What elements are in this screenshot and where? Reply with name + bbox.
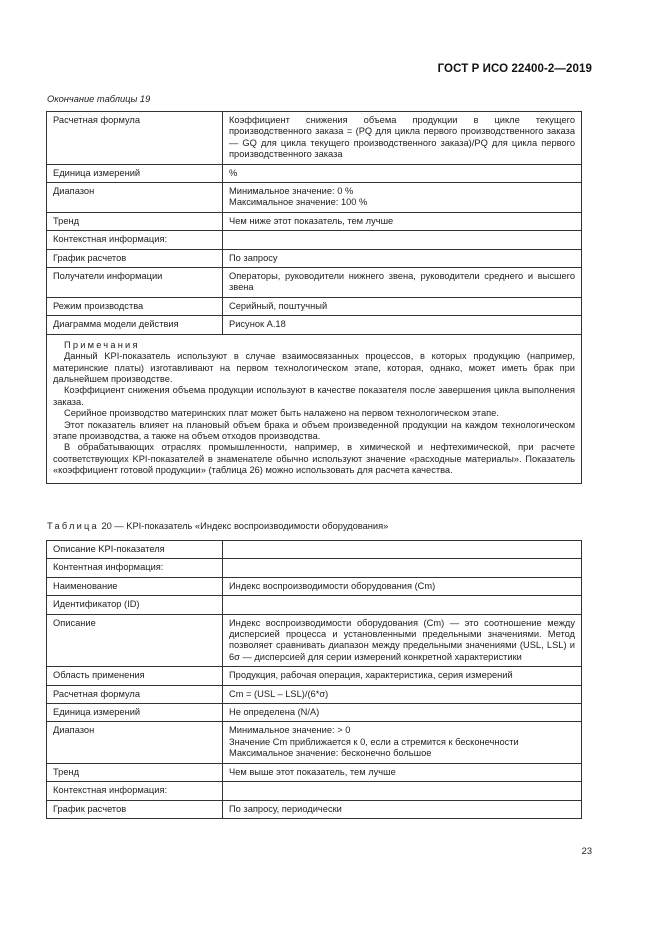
row-label: Единица измерений <box>47 164 223 182</box>
table-row <box>47 249 582 267</box>
note-paragraph: Данный KPI-показатель используют в случае взаимосвязанных процессов, в которых продукцию (например, материнские платы) изготавливают на первом технологическом этапе, которая, однако, может иметь брак при дальнейшем производстве. <box>53 351 575 384</box>
table-19-notes-row <box>47 334 582 483</box>
table-row <box>47 685 582 703</box>
page-number: 23 <box>581 846 592 856</box>
row-value: Минимальное значение: 0 % Максимальное значение: 100 % <box>223 183 582 213</box>
row-label: Область применения <box>47 667 223 685</box>
row-value: По запросу <box>223 249 582 267</box>
table-row <box>47 800 582 818</box>
table-row <box>47 782 582 800</box>
table-row <box>47 667 582 685</box>
row-label: Описание <box>47 614 223 667</box>
table-row <box>47 763 582 781</box>
notes-title: Примечания <box>64 339 140 350</box>
note-paragraph: Коэффициент снижения объема продукции используют в качестве показателя после завершения цикла выполнения заказа. <box>53 385 575 407</box>
table-row <box>47 268 582 298</box>
row-label: Контекстная информация: <box>47 231 223 249</box>
row-label: Наименование <box>47 577 223 595</box>
table-20 <box>46 540 582 819</box>
table-row <box>47 704 582 722</box>
row-label: Тренд <box>47 212 223 230</box>
row-value: Операторы, руководители нижнего звена, руководители среднего и высшего звена <box>223 268 582 298</box>
row-label: Контекстная информация: <box>47 782 223 800</box>
table-row <box>47 112 582 165</box>
table-row <box>47 231 582 249</box>
note-paragraph: Серийное производство материнских плат может быть налажено на первом технологическом этапе. <box>64 408 499 419</box>
row-value: Чем выше этот показатель, тем лучше <box>223 763 582 781</box>
row-label: Расчетная формула <box>47 112 223 165</box>
row-value <box>223 596 582 614</box>
row-value: Коэффициент снижения объема продукции в цикле текущего производственного заказа = (PQ для цикла первого производственного заказа — GQ для цикла текущего производственного заказа)/PQ для цикла первого производственного заказа <box>223 112 582 165</box>
row-label: Описание KPI-показателя <box>47 541 223 559</box>
row-label: Тренд <box>47 763 223 781</box>
table-row <box>47 614 582 667</box>
table-row <box>47 297 582 315</box>
row-value <box>223 231 582 249</box>
row-label: Диапазон <box>47 183 223 213</box>
row-value: Рисунок А.18 <box>223 316 582 334</box>
row-label: Контентная информация: <box>47 559 223 577</box>
table-row <box>47 722 582 763</box>
table-19-body <box>47 112 582 335</box>
table-20-caption <box>47 521 388 532</box>
note-paragraph: В обрабатывающих отраслях промышленности, например, в химической и нефтехимической, при расчете соответствующих KPI-показателей в знаменателе обычно используют значение «расходные материалы». Показатель «коэффициент готовой продукции» (таблица 26) можно использовать для расчета качества. <box>53 442 575 476</box>
table-20-caption-word: Таблица <box>47 521 99 531</box>
row-value <box>223 559 582 577</box>
notes-body <box>53 351 575 476</box>
row-value: Не определена (N/A) <box>223 704 582 722</box>
row-value: По запросу, периодически <box>223 800 582 818</box>
row-label: Расчетная формула <box>47 685 223 703</box>
table-row <box>47 541 582 559</box>
row-value: Продукция, рабочая операция, характеристика, серия измерений <box>223 667 582 685</box>
table-19-notes <box>47 334 582 483</box>
table-20-caption-text: 20 — KPI-показатель «Индекс воспроизводимости оборудования» <box>98 521 389 531</box>
table-row <box>47 212 582 230</box>
table-19 <box>46 111 582 484</box>
row-value: % <box>223 164 582 182</box>
row-value <box>223 782 582 800</box>
row-value: Индекс воспроизводимости оборудования (Cm) — это соотношение между дисперсией процесса и установленными предельными значениями. Метод позволяет сравнивать диапазон между предельными значениями (USL, LSL) и 6σ — дисперсией для серии измерений конкретной характеристики <box>223 614 582 667</box>
row-label: Получатели информации <box>47 268 223 298</box>
row-value: Cm = (USL – LSL)/(6*σ) <box>223 685 582 703</box>
row-value: Серийный, поштучный <box>223 297 582 315</box>
row-label: Идентификатор (ID) <box>47 596 223 614</box>
row-value: Чем ниже этот показатель, тем лучше <box>223 212 582 230</box>
row-label: График расчетов <box>47 249 223 267</box>
table-20-body <box>47 541 582 819</box>
standard-header: ГОСТ Р ИСО 22400-2—2019 <box>437 63 592 75</box>
row-value <box>223 541 582 559</box>
row-label: Диаграмма модели действия <box>47 316 223 334</box>
row-label: Режим производства <box>47 297 223 315</box>
table-row <box>47 559 582 577</box>
table-row <box>47 316 582 334</box>
table-row <box>47 183 582 213</box>
table-row <box>47 164 582 182</box>
table-row <box>47 596 582 614</box>
row-value: Минимальное значение: > 0 Значение Cm приближается к 0, если a стремится к бесконечности Максимальное значение: бесконечно большое <box>223 722 582 763</box>
table-row <box>47 577 582 595</box>
row-value: Индекс воспроизводимости оборудования (Cm) <box>223 577 582 595</box>
table-continuation-label: Окончание таблицы 19 <box>47 94 151 104</box>
row-label: График расчетов <box>47 800 223 818</box>
note-paragraph: Этот показатель влияет на плановый объем брака и объем произведенной продукции на каждом технологическом этапе производства, а также на объем отходов производства. <box>53 419 575 441</box>
row-label: Диапазон <box>47 722 223 763</box>
row-label: Единица измерений <box>47 704 223 722</box>
